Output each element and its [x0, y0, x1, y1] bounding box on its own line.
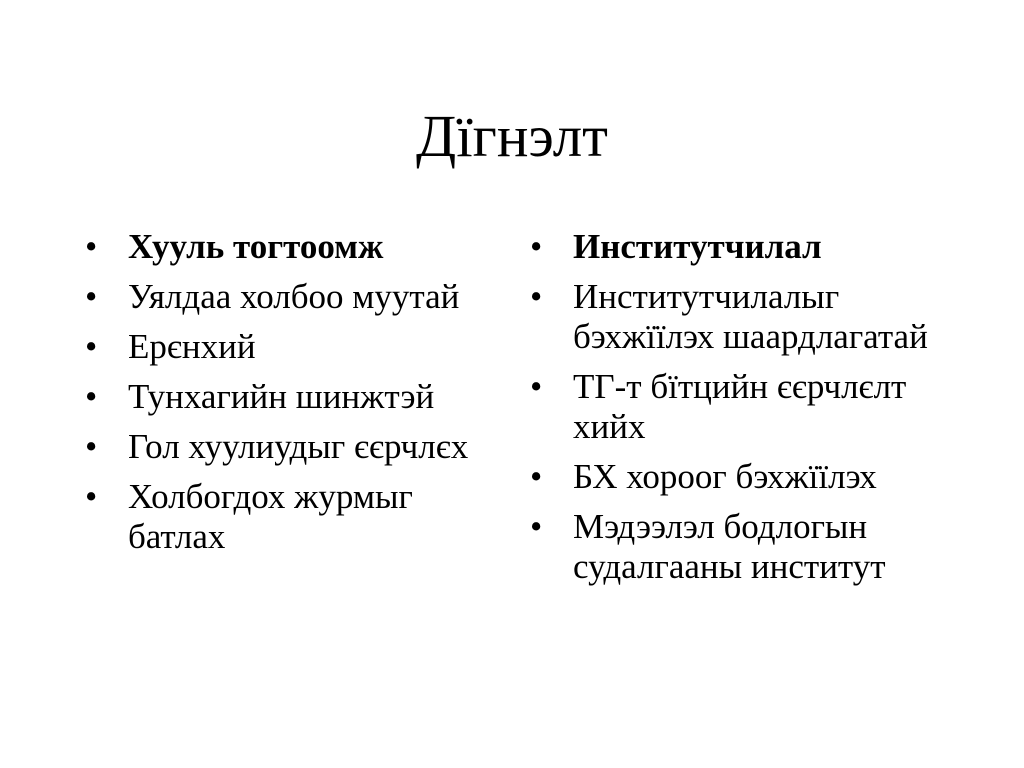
- left-list-item-text: Хууль тогтоомж: [128, 227, 384, 266]
- bullet-icon: •: [530, 367, 543, 406]
- right-bullet-list: [530, 227, 970, 597]
- left-list-item-text: Холбогдох журмыг батлах: [128, 477, 413, 556]
- left-list-item-text: Ерєнхий: [128, 327, 256, 366]
- left-list-item-text: Уялдаа холбоо муутай: [128, 277, 460, 316]
- left-list-item: [85, 327, 495, 367]
- right-list-item: [530, 277, 970, 357]
- right-list-item-text: ТГ-т бїтцийн єєрчлєлт хийх: [573, 367, 907, 446]
- left-list-item: [85, 277, 495, 317]
- bullet-icon: •: [85, 227, 98, 266]
- bullet-icon: •: [530, 507, 543, 546]
- left-list-item-text: Тунхагийн шинжтэй: [128, 377, 435, 416]
- right-list-item-text: БХ хороог бэхжїїлэх: [573, 457, 877, 496]
- left-list-item: [85, 477, 495, 557]
- slide-title: Дїгнэлт: [416, 103, 608, 169]
- right-list-item-heading: [530, 227, 970, 267]
- left-list-item: [85, 427, 495, 467]
- bullet-icon: •: [85, 377, 98, 416]
- right-list-item: [530, 367, 970, 447]
- right-list-item-text: Институтчилал: [573, 227, 822, 266]
- right-list-item: [530, 507, 970, 587]
- bullet-icon: •: [85, 277, 98, 316]
- bullet-icon: •: [530, 277, 543, 316]
- right-list-item-text: Институтчилалыг бэхжїїлэх шаардлагатай: [573, 277, 928, 356]
- bullet-icon: •: [530, 227, 543, 266]
- bullet-icon: •: [85, 327, 98, 366]
- left-bullet-list: [85, 227, 495, 567]
- bullet-icon: •: [85, 477, 98, 516]
- left-list-item-heading: [85, 227, 495, 267]
- bullet-icon: •: [85, 427, 98, 466]
- bullet-icon: •: [530, 457, 543, 496]
- left-list-item-text: Гол хуулиудыг єєрчлєх: [128, 427, 469, 466]
- left-list-item: [85, 377, 495, 417]
- right-list-item-text: Мэдээлэл бодлогын судалгааны институт: [573, 507, 886, 586]
- right-list-item: [530, 457, 970, 497]
